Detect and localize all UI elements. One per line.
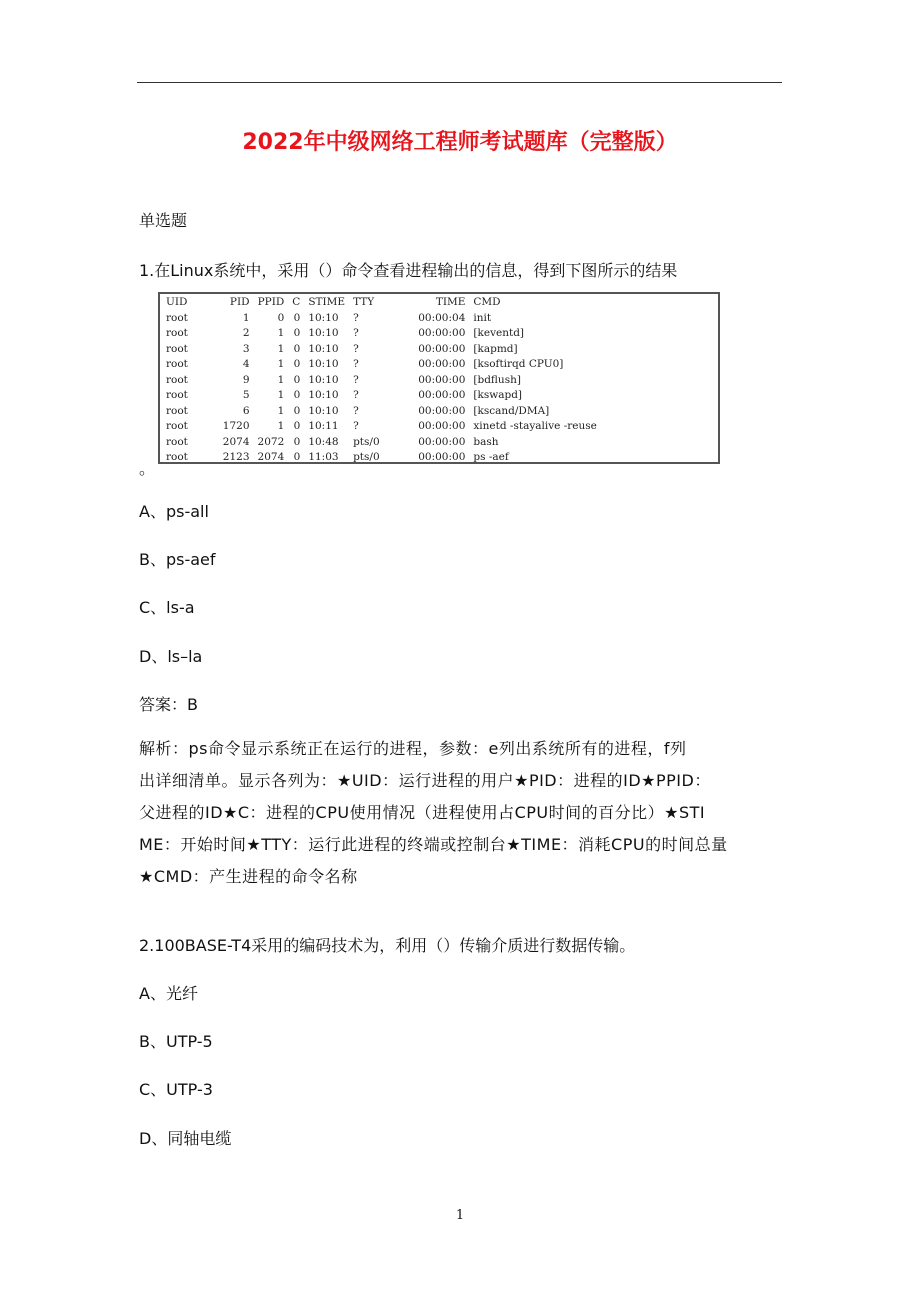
section-heading: 单选题 (139, 211, 188, 230)
q1-analysis (139, 733, 779, 893)
cell: 10:48 (308, 435, 339, 448)
cell: 00:00:00 (418, 373, 466, 386)
ps-row (162, 357, 601, 373)
cell: 3 (242, 342, 250, 355)
analysis-line: 父进程的ID★C：进程的CPU使用情况（进程使用占CPU时间的百分比）★STI (139, 803, 706, 822)
analysis-line: ME：开始时间★TTY：运行此进程的终端或控制台★TIME：消耗CPU的时间总量 (139, 835, 728, 854)
cell: 00:00:00 (418, 404, 466, 417)
cell: 1720 (222, 420, 250, 432)
cell: xinetd -stayalive -reuse (473, 420, 597, 432)
cell: 10:10 (308, 404, 339, 417)
cell: 0 (277, 311, 285, 324)
cell: root (166, 327, 188, 339)
cell: 00:00:04 (418, 311, 466, 324)
q2-option-b: B、UTP-5 (139, 1032, 213, 1051)
q1-option-d: D、ls–la (139, 647, 203, 666)
q2-option-a: A、光纤 (139, 984, 198, 1003)
col-ppid: PPID (257, 296, 285, 308)
cell: bash (473, 435, 499, 448)
cell: 0 (293, 373, 301, 386)
cell: root (166, 373, 188, 386)
cell: 10:10 (308, 327, 339, 339)
header-rule (137, 82, 782, 83)
cell: 2123 (222, 451, 250, 463)
cell: 1 (277, 373, 285, 386)
ps-row (162, 326, 601, 342)
question-1-stem: 1.在Linux系统中，采用（）命令查看进程输出的信息，得到下图所示的结果 (139, 261, 678, 280)
cell: 0 (293, 435, 301, 448)
analysis-line: ★CMD：产生进程的命令名称 (139, 867, 358, 886)
cell: 1 (277, 404, 285, 417)
col-uid: UID (166, 296, 188, 308)
cell: 00:00:00 (418, 420, 466, 432)
cell: 0 (293, 451, 301, 463)
cell: 1 (277, 358, 285, 370)
cell: 10:10 (308, 358, 339, 370)
cell: 0 (293, 420, 301, 432)
cell: [ksoftirqd CPU0] (473, 358, 564, 370)
ps-output-table (162, 295, 601, 464)
question-1-stem-end: 。 (139, 459, 156, 478)
q1-option-b: B、ps-aef (139, 550, 216, 569)
cell: ps -aef (473, 451, 509, 463)
ps-row (162, 404, 601, 420)
cell: 00:00:00 (418, 435, 466, 448)
q2-option-c: C、UTP-3 (139, 1080, 213, 1099)
cell: [kapmd] (473, 342, 518, 355)
cell: 4 (242, 358, 250, 370)
ps-row (162, 311, 601, 327)
cell: init (473, 311, 492, 324)
cell: 00:00:00 (418, 389, 466, 401)
cell: 1 (277, 327, 285, 339)
cell: root (166, 435, 188, 448)
cell: 2072 (257, 435, 285, 448)
cell: 00:00:00 (418, 451, 466, 463)
ps-row (162, 435, 601, 451)
cell: 1 (277, 420, 285, 432)
cell: pts/0 (353, 435, 380, 448)
q1-answer: 答案：B (139, 695, 198, 714)
cell: ? (353, 404, 359, 417)
cell: 0 (293, 327, 301, 339)
cell: 00:00:00 (418, 342, 466, 355)
cell: 5 (242, 389, 250, 401)
cell: 10:10 (308, 389, 339, 401)
cell: 0 (293, 404, 301, 417)
cell: 2074 (257, 451, 285, 463)
question-2-stem: 2.100BASE-T4采用的编码技术为，利用（）传输介质进行数据传输。 (139, 936, 636, 955)
q1-option-c: C、ls-a (139, 598, 195, 617)
cell: root (166, 420, 188, 432)
analysis-line: 出详细清单。显示各列为：★UID：运行进程的用户★PID：进程的ID★PPID： (139, 771, 711, 790)
cell: 1 (242, 311, 250, 324)
document-title: 2022年中级网络工程师考试题库（完整版） (242, 130, 678, 155)
cell: [kswapd] (473, 389, 523, 401)
col-tty: TTY (353, 296, 375, 308)
col-c: C (292, 296, 301, 308)
cell: pts/0 (353, 451, 380, 463)
cell: ? (353, 311, 359, 324)
cell: 6 (242, 404, 250, 417)
cell: 10:11 (308, 420, 339, 432)
col-cmd: CMD (473, 296, 501, 308)
cell: 2074 (222, 435, 250, 448)
cell: 0 (293, 342, 301, 355)
col-stime: STIME (308, 296, 346, 308)
q1-option-a: A、ps-all (139, 502, 209, 521)
cell: root (166, 451, 188, 463)
cell: root (166, 358, 188, 370)
cell: ? (353, 342, 359, 355)
cell: root (166, 389, 188, 401)
col-time: TIME (435, 296, 466, 308)
cell: 0 (293, 358, 301, 370)
cell: ? (353, 327, 359, 339)
cell: 10:10 (308, 342, 339, 355)
cell: root (166, 311, 188, 324)
cell: 9 (242, 373, 250, 386)
ps-header-row (162, 295, 601, 311)
page-number: 1 (455, 1208, 465, 1223)
cell: 00:00:00 (418, 358, 466, 370)
cell: 1 (277, 342, 285, 355)
cell: ? (353, 389, 359, 401)
ps-row (162, 373, 601, 389)
cell: 11:03 (308, 451, 339, 463)
analysis-line: 解析：ps命令显示系统正在运行的进程，参数：e列出系统所有的进程，f列 (139, 739, 687, 758)
col-pid: PID (229, 296, 250, 308)
ps-row (162, 388, 601, 404)
cell: 10:10 (308, 373, 339, 386)
ps-output-figure (158, 292, 720, 464)
cell: ? (353, 358, 359, 370)
cell: 10:10 (308, 311, 339, 324)
cell: 1 (277, 389, 285, 401)
cell: root (166, 404, 188, 417)
cell: 2 (242, 327, 250, 339)
cell: 0 (293, 389, 301, 401)
cell: ? (353, 420, 359, 432)
cell: 0 (293, 311, 301, 324)
ps-row (162, 450, 601, 464)
cell: 00:00:00 (418, 327, 466, 339)
q2-option-d: D、同轴电缆 (139, 1129, 232, 1148)
ps-row (162, 419, 601, 435)
cell: root (166, 342, 188, 355)
cell: ? (353, 373, 359, 386)
cell: [kscand/DMA] (473, 404, 550, 417)
cell: [keventd] (473, 327, 525, 339)
cell: [bdflush] (473, 373, 521, 386)
ps-row (162, 342, 601, 358)
